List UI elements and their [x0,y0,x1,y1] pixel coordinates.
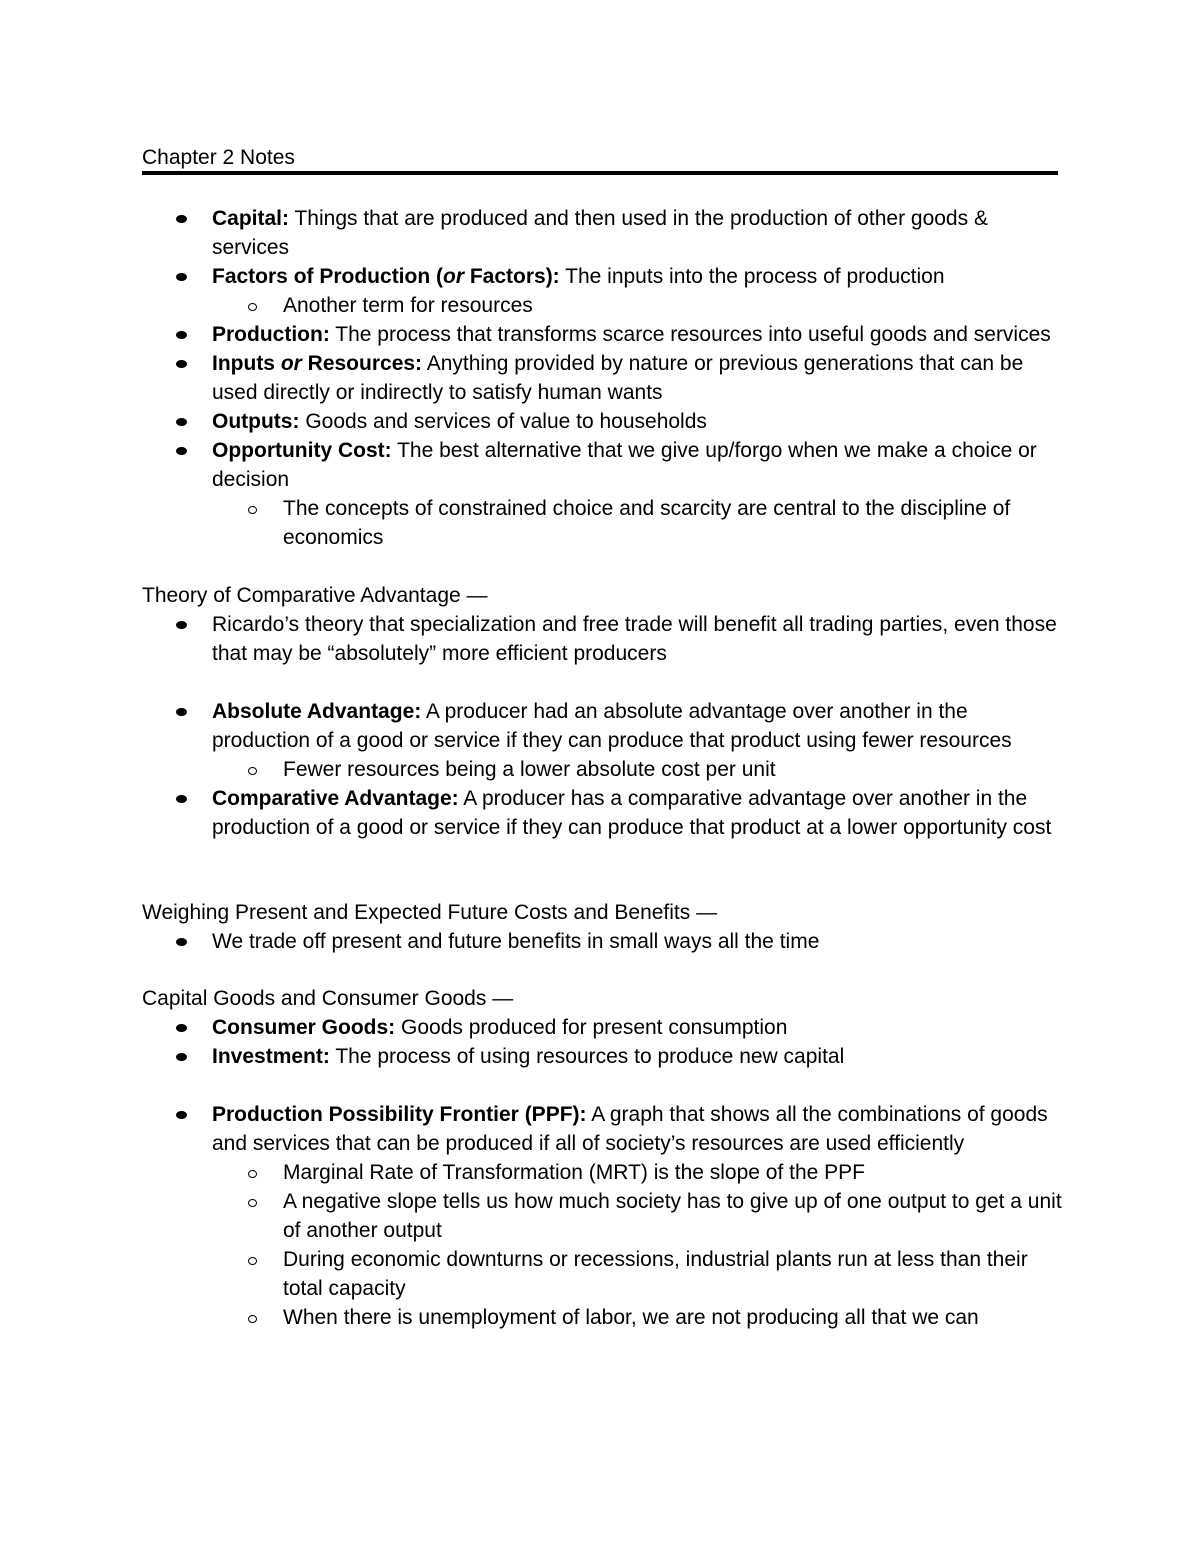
list-item-ppf: Production Possibility Frontier (PPF): A graph that shows all the combinations of goods and services that can be produced if all of society’s resources are used efficiently [142,1100,1062,1158]
list-subitem-factors: Another term for resources [142,291,1063,320]
list-item-consumer-goods: Consumer Goods: Goods produced for present consumption [142,1013,1062,1042]
list-item-factors: Factors of Production (or Factors): The inputs into the process of production [142,262,1062,291]
weighing-list [142,927,1062,956]
definitions-list [142,204,1062,552]
list-subitem-absolute: Fewer resources being a lower absolute cost per unit [142,755,1063,784]
page-title: Chapter 2 Notes [142,146,295,169]
list-item-capital: Capital: Things that are produced and then used in the production of other goods & services [142,204,1062,262]
weighing-section [142,898,1062,956]
title-rule [142,171,1058,175]
list-item-inputs: Inputs or Resources: Anything provided by nature or previous generations that can be used directly or indirectly to satisfy human wants [142,349,1062,407]
definitions-section [142,204,1062,552]
capital-goods-section [142,984,1062,1332]
list-item-production: Production: The process that transforms scarce resources into useful goods and services [142,320,1062,349]
list-subitem-ppf: When there is unemployment of labor, we are not producing all that we can [142,1303,1063,1332]
list-item-comparative: Comparative Advantage: A producer has a comparative advantage over another in the production of a good or service if they can produce that product at a lower opportunity cost [142,784,1062,842]
list-subitem-ppf: During economic downturns or recessions, industrial plants run at less than their total capacity [142,1245,1063,1303]
section-heading: Weighing Present and Expected Future Costs and Benefits — [142,901,718,924]
list-item-ricardo: Ricardo’s theory that specialization and free trade will benefit all trading parties, even those that may be “absolutely” more efficient producers [142,610,1062,668]
list-item-investment: Investment: The process of using resources to produce new capital [142,1042,1062,1071]
capital-goods-list [142,1013,1062,1332]
comparative-list [142,610,1062,842]
list-item-opportunity-cost: Opportunity Cost: The best alternative that we give up/forgo when we make a choice or decision [142,436,1062,494]
list-subitem-ppf: Marginal Rate of Transformation (MRT) is the slope of the PPF [142,1158,1063,1187]
list-item-outputs: Outputs: Goods and services of value to households [142,407,1062,436]
section-heading: Theory of Comparative Advantage — [142,584,488,607]
list-item-trade-off: We trade off present and future benefits in small ways all the time [142,927,1062,956]
comparative-advantage-section [142,581,1062,842]
list-subitem-opportunity-cost: The concepts of constrained choice and scarcity are central to the discipline of economics [142,494,1063,552]
list-subitem-ppf: A negative slope tells us how much society has to give up of one output to get a unit of another output [142,1187,1063,1245]
section-heading: Capital Goods and Consumer Goods — [142,987,514,1010]
list-item-absolute: Absolute Advantage: A producer had an absolute advantage over another in the production of a good or service if they can produce that product using fewer resources [142,697,1062,755]
